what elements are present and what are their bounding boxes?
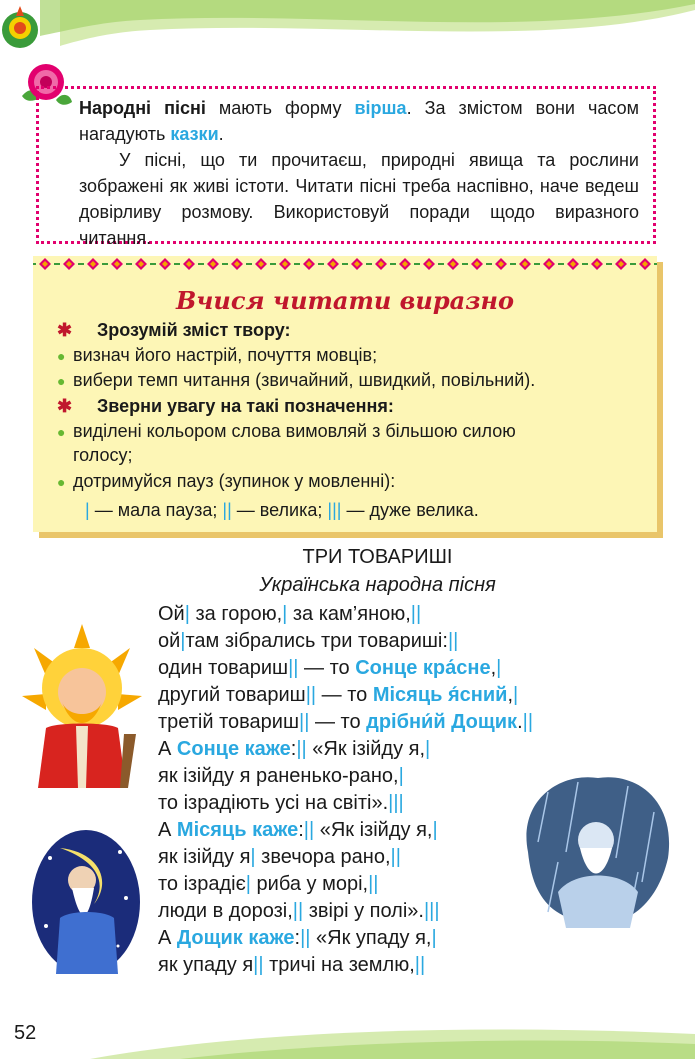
text-segment: :: [294, 927, 301, 949]
text-segment: як ізійду я раненько-рано,: [158, 765, 399, 787]
song-line: [158, 763, 533, 790]
highlighted-word: Сонце каже: [176, 738, 291, 760]
text-segment: . За змістом вони часом нагадують: [79, 98, 639, 144]
song-line: [158, 736, 533, 763]
text-segment: А: [158, 738, 177, 760]
song-line: [158, 601, 533, 628]
text-segment: «Як ізійду я,: [314, 819, 433, 841]
pause-mark: |: [496, 657, 502, 679]
text-segment: — дуже велика.: [341, 500, 479, 520]
flower-ornament-icon: [0, 0, 46, 60]
highlighted-word: Місяць каже: [176, 819, 299, 841]
text-segment: — то: [309, 711, 367, 733]
pause-mark: |: [431, 927, 437, 949]
info-box: [36, 86, 656, 248]
pause-mark: ||: [390, 846, 401, 868]
pause-mark: |: [184, 603, 190, 625]
song-text: [158, 601, 533, 979]
pause-mark: ||: [368, 873, 379, 895]
text-segment: — то: [298, 657, 356, 679]
pause-mark: |: [282, 603, 288, 625]
pause-mark: ||: [305, 684, 317, 706]
pause-mark: ||: [410, 603, 422, 625]
song-line: [158, 844, 533, 871]
highlighted-word: казки: [170, 124, 219, 144]
tips-heading-2: ✱ Зверни увагу на такі позначення:: [57, 396, 394, 416]
pause-mark: |||: [388, 792, 404, 814]
pause-mark: ||: [253, 954, 264, 976]
song-line: [158, 925, 533, 952]
text-segment: «Як ізійду я,: [306, 738, 426, 760]
text-segment: то ізрадіє: [158, 873, 246, 895]
moon-character-image: [30, 828, 142, 976]
highlighted-word: вірша: [354, 98, 407, 118]
text-segment: — мала пауза;: [89, 500, 223, 520]
text-segment: А: [158, 819, 177, 841]
text-segment: звірі у полі».: [303, 900, 424, 922]
highlighted-word: Місяць я́сний: [372, 684, 508, 706]
text-segment: як ізійду я: [158, 846, 251, 868]
song-subtitle: Українська народна пісня: [259, 574, 496, 596]
bullet-icon: ●: [57, 373, 66, 389]
tips-heading-1: ✱ Зрозумій зміст твору:: [57, 320, 291, 340]
embroidery-ornament: [33, 256, 657, 272]
text-segment: А: [158, 927, 177, 949]
song-line: [158, 682, 533, 709]
pause-mark: ||: [288, 657, 299, 679]
text-segment: там зібрались три товариші:: [185, 630, 448, 652]
text-segment: «Як упаду я,: [310, 927, 432, 949]
text-segment: ой: [158, 630, 181, 652]
text-segment: як упаду я: [158, 954, 254, 976]
song-line: [158, 871, 533, 898]
highlighted-word: Дощик каже: [176, 927, 295, 949]
pause-mark: ||: [296, 738, 307, 760]
pause-mark: ||: [222, 500, 232, 520]
song-title: ТРИ ТОВАРИШІ: [302, 546, 453, 568]
pause-mark: |||: [423, 900, 440, 922]
footer-swoosh: [0, 1010, 695, 1059]
tips-bullet-4: ● дотримуйся пауз (зупинок у мовленні):: [57, 469, 647, 494]
text-segment: за кам’яною,: [287, 603, 411, 625]
sun-character-image: [16, 618, 148, 790]
text-segment: ,: [507, 684, 513, 706]
text-segment: один товариш: [158, 657, 289, 679]
pause-mark: |: [425, 738, 431, 760]
reading-tips-box: [33, 256, 657, 532]
text-segment: ,: [490, 657, 497, 679]
song-line: [158, 655, 533, 682]
text-segment: другий товариш: [158, 684, 306, 706]
pause-mark: |: [180, 630, 186, 652]
text-segment: мають форму: [205, 98, 355, 118]
info-paragraph-1: [79, 95, 639, 147]
bullet-icon: ●: [57, 348, 66, 364]
asterisk-icon: ✱: [57, 320, 73, 340]
text-segment: тричі на землю,: [263, 954, 415, 976]
pause-mark: ||: [414, 954, 426, 976]
text-segment: люди в дорозі,: [158, 900, 293, 922]
pause-mark: |: [398, 765, 404, 787]
text-segment: — велика;: [231, 500, 328, 520]
bullet-icon: ●: [57, 424, 66, 440]
song-line: [158, 790, 533, 817]
page-number: 52: [14, 1022, 37, 1044]
info-paragraph-2: У пісні, що ти прочитаєш, природні явища та рослини зображені як живі істоти. Читати пісні треба наспівно, наче ведеш довірливу розмову. Використовуй поради щодо виразного читання.: [79, 150, 639, 248]
pause-mark: |: [432, 819, 438, 841]
highlighted-word: Сонце кра́сне: [355, 657, 491, 679]
text-segment: .: [517, 711, 523, 733]
tips-bullet-2: ● вибери темп читання (звичайний, швидкий, повільний).: [57, 368, 647, 393]
song-line: [158, 817, 533, 844]
pause-mark: |: [250, 846, 256, 868]
asterisk-icon: ✱: [57, 396, 73, 416]
text-segment: то ізрадіють усі на світі».: [158, 792, 389, 814]
text-segment: — то: [316, 684, 373, 706]
rain-character-image: [518, 762, 678, 932]
pause-mark: |: [85, 500, 90, 520]
header-swoosh: [0, 0, 695, 60]
text-segment: риба у морі,: [251, 873, 369, 895]
tips-bullet-3-cont: голосу;: [73, 445, 133, 465]
pause-mark: |||: [327, 500, 342, 520]
text-segment: .: [218, 124, 224, 144]
pause-mark: ||: [522, 711, 534, 733]
pause-mark: ||: [292, 900, 304, 922]
pause-mark: ||: [300, 927, 311, 949]
pause-mark: |: [245, 873, 251, 895]
highlighted-word: дрібни́й Дощик: [366, 711, 518, 733]
text-segment: третій товариш: [158, 711, 299, 733]
pause-legend: [85, 498, 675, 522]
tips-bullet-3: ● виділені кольором слова вимовляй з більшою силою: [57, 419, 647, 444]
text-segment: звечора рано,: [255, 846, 391, 868]
text-segment: Народні пісні: [79, 98, 206, 118]
text-segment: :: [290, 738, 297, 760]
song-line: [158, 952, 533, 979]
song-line: [158, 628, 533, 655]
song-line: [158, 709, 533, 736]
text-segment: Ой: [158, 603, 185, 625]
tips-bullet-1: ● визнач його настрій, почуття мовців;: [57, 343, 647, 368]
song-line: [158, 898, 533, 925]
text-segment: :: [298, 819, 304, 841]
pause-mark: |: [513, 684, 519, 706]
bullet-icon: ●: [57, 474, 66, 490]
pause-mark: ||: [299, 711, 310, 733]
pause-mark: ||: [447, 630, 459, 652]
tips-title: Вчися читати виразно: [175, 286, 515, 315]
text-segment: за горою,: [189, 603, 283, 625]
pause-mark: ||: [303, 819, 315, 841]
